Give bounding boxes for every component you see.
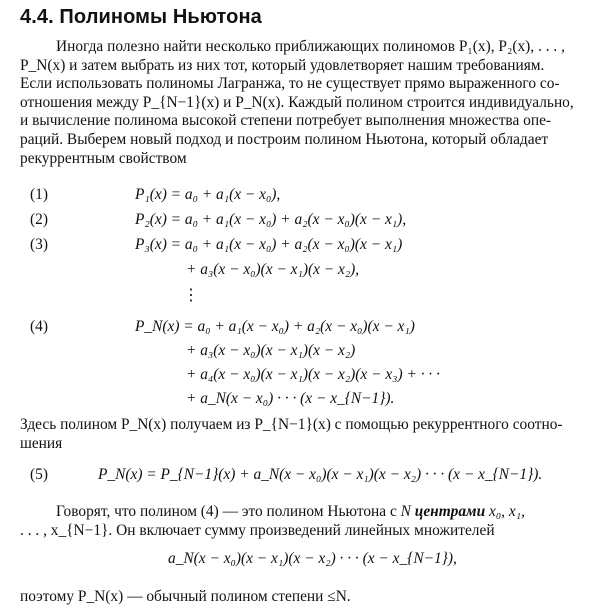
intro-line: и вычисление полинома высокой степени потребует выполнения множества опе- [20,112,552,130]
closing-line-1 [20,503,588,522]
equation-number-2: (2) [30,211,48,228]
intro-line: Иногда полезно найти несколько приближающих полиномов P₁(x), P₂(x), . . . , [56,38,565,55]
recurrence-line: Здесь полином P_N(x) получаем из P_{N−1}(x) с помощью рекуррентного соотно- [20,416,563,433]
equation-product: a_N(x − x₀)(x − x₁)(x − x₂) · · · (x − x_{N−1}), [168,550,457,567]
centers-term: центрами [410,503,486,520]
final-paragraph [20,588,588,607]
centers-count: N [400,503,411,520]
equation-3-line-2: + a₃(x − x₀)(x − x₁)(x − x₂), [186,261,360,278]
closing-paragraph [20,503,588,540]
equation-4-line-4: + a_N(x − x₀) · · · (x − x_{N−1}). [186,390,395,407]
equation-4-line-3: + a₄(x − x₀)(x − x₁)(x − x₂)(x − x₃) + · · · [186,366,440,383]
intro-line: отношения между P_{N−1}(x) и P_N(x). Каждый полином строится индивидуально, [20,93,574,111]
equation-number-5: (5) [30,466,48,483]
centers-list: x₀, x₁, [485,503,525,520]
equation-number-1: (1) [30,186,48,203]
closing-line-2: . . . , x_{N−1}. Он включает сумму произведений линейных множителей [20,521,495,539]
final-line: поэтому P_N(x) — обычный полином степени ≤N. [20,588,351,605]
recurrence-line: шения [20,434,63,452]
equation-3-line-1: P₃(x) = a₀ + a₁(x − x₀) + a₂(x − x₀)(x − x₁) [135,236,403,253]
equation-number-4: (4) [30,318,48,335]
vertical-ellipsis: ⋮ [183,287,199,304]
intro-line: раций. Выберем новый подход и построим полином Ньютона, который обладает [20,130,549,148]
intro-line: Если использовать полиномы Лагранжа, то не существует прямо выраженного со- [20,75,560,93]
intro-line: рекуррентным свойством [20,149,187,167]
intro-line: P_N(x) и затем выбрать из них тот, который удовлетворяет нашим требованиям. [20,56,545,74]
closing-text: Говорят, что полином (4) — это полином Ньютона с [56,503,401,520]
equation-1: P₁(x) = a₀ + a₁(x − x₀), [135,186,281,203]
equation-5: P_N(x) = P_{N−1}(x) + a_N(x − x₀)(x − x₁)(x − x₂) · · · (x − x_{N−1}). [98,466,543,483]
equation-2: P₂(x) = a₀ + a₁(x − x₀) + a₂(x − x₀)(x − x₁), [135,211,407,228]
section-title: 4.4. Полиномы Ньютона [20,6,262,28]
equation-number-3: (3) [30,236,48,253]
equation-4-line-2: + a₃(x − x₀)(x − x₁)(x − x₂) [186,342,356,359]
intro-paragraph [20,38,588,168]
equation-4-line-1: P_N(x) = a₀ + a₁(x − x₀) + a₂(x − x₀)(x − x₁) [135,318,415,335]
recurrence-paragraph [20,416,588,453]
